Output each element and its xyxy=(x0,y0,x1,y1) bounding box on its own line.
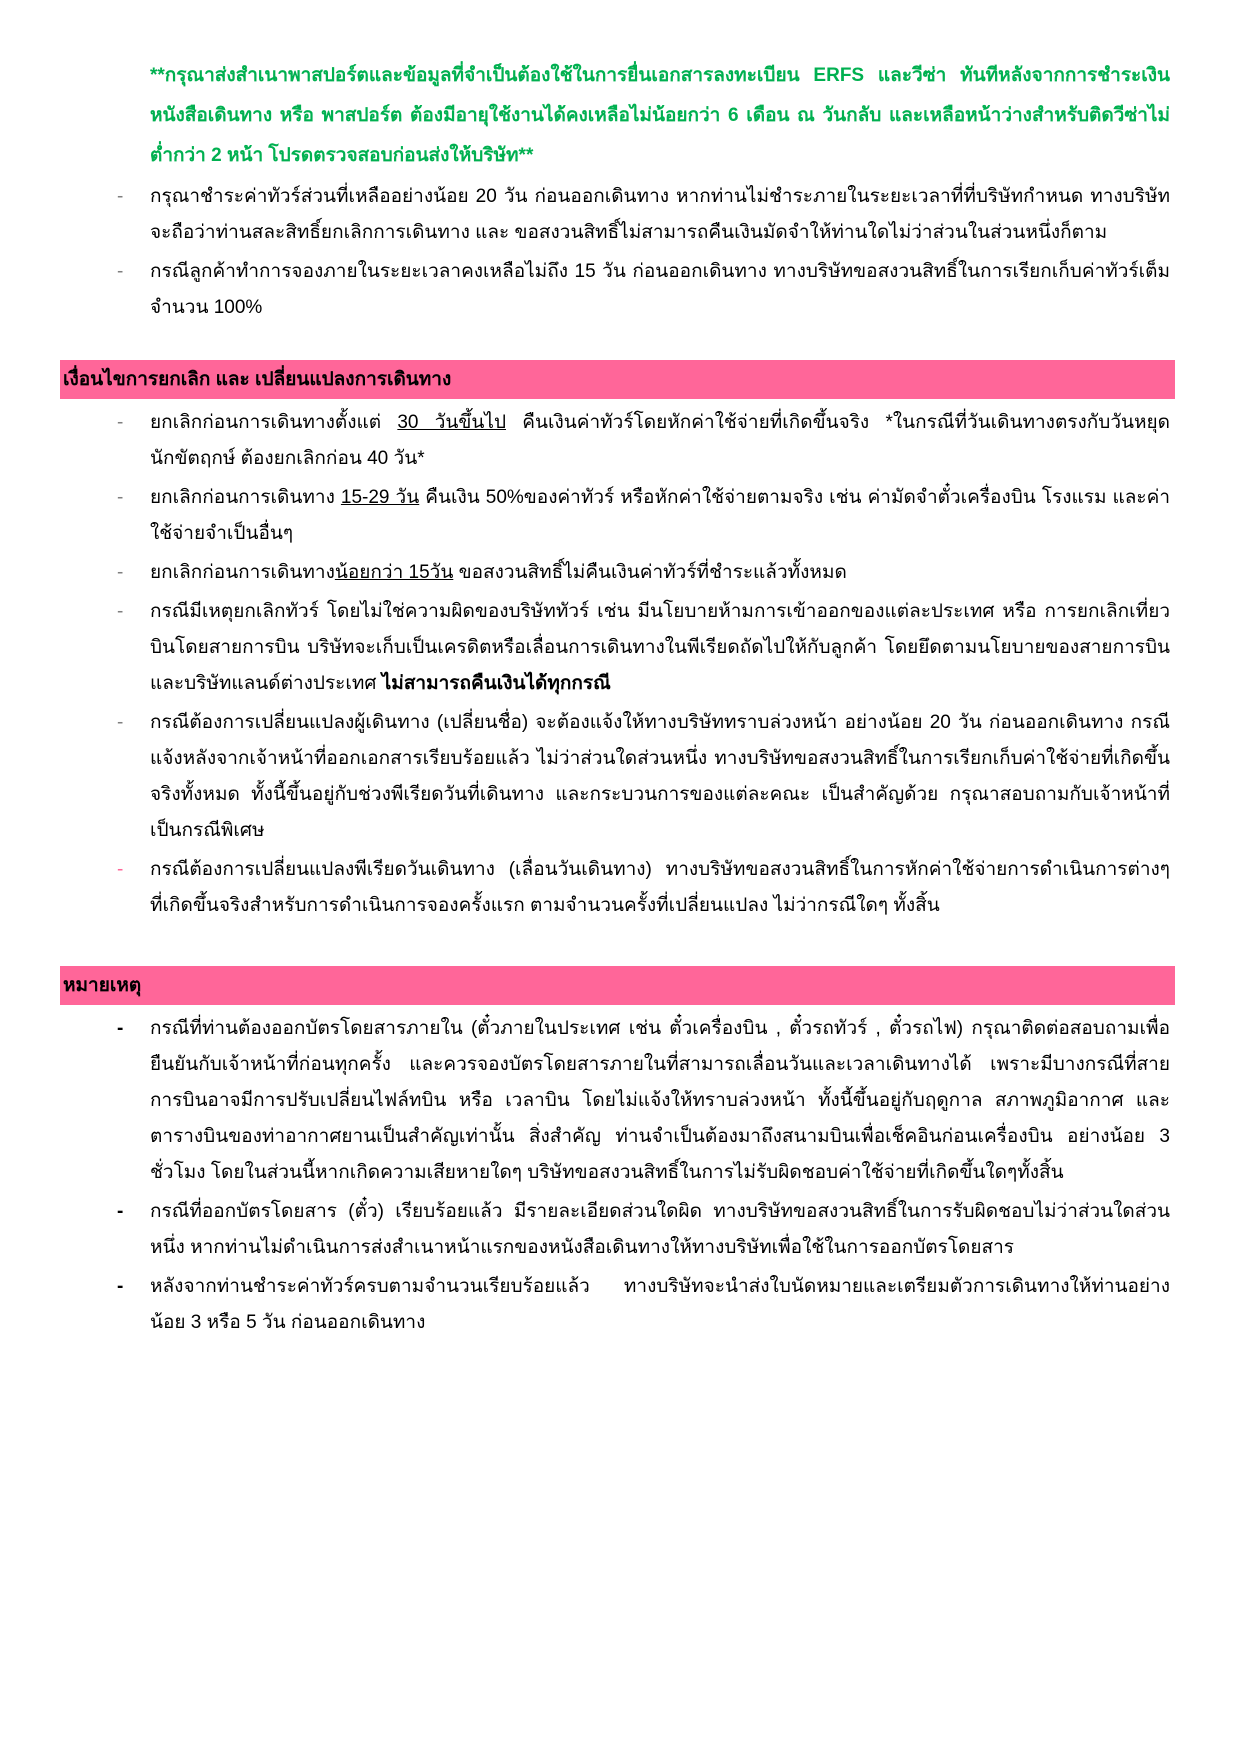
bullet-text: ยกเลิกก่อนการเดินทาง xyxy=(150,562,335,583)
cancellation-item-under-15-days xyxy=(117,555,1170,591)
bullet-text: คืนเงินค่าทัวร์โดยหักค่าใช้จ่ายที่เกิดขึ้นจริง *ในกรณีที่วันเดินทางตรงกับวันหยุดนักขัตฤกษ์ ต้องยกเลิกก่อน 40 วัน* xyxy=(150,412,1170,469)
cancellation-item-15-29-days xyxy=(117,480,1170,552)
bullet-text: กรุณาชำระค่าทัวร์ส่วนที่เหลืออย่างน้อย 20 วัน ก่อนออกเดินทาง หากท่านไม่ชำระภายในระยะเวลาที่ที่บริษัทกำหนด ทางบริษัทจะถือว่าท่านสละสิทธิ์ยกเลิกการเดินทาง และ ขอสงวนสิทธิ์ไม่สามารถคืนเงินมัดจำให้ท่านใดไม่ว่าส่วนในส่วนหนึ่งก็ตาม xyxy=(150,186,1170,243)
bullet-text: กรณีที่ท่านต้องออกบัตรโดยสารภายใน (ตั๋วภายในประเทศ เช่น ตั๋วเครื่องบิน , ตั๋วรถทัวร์ , ตั๋วรถไฟ) กรุณาติดต่อสอบถามเพื่อยืนยันกับเจ้าหน้าที่ก่อนทุกครั้ง และควรจองบัตรโดยสารภายในที่สามารถเลื่อนวันและเวลาเดินทางได้ เพราะมีบางกรณีที่สายการบินอาจมีการปรับเปลี่ยนไฟล์ทบิน หรือ เวลาบิน โดยไม่แจ้งให้ทราบล่วงหน้า ทั้งนี้ขึ้นอยู่กับฤดูกาล สภาพภูมิอากาศ และ ตารางบินของท่าอากาศยานเป็นสำคัญเท่านั้น สิ่งสำคัญ ท่านจำเป็นต้องมาถึงสนามบินเพื่อเช็คอินก่อนเครื่องบิน อย่างน้อย 3 ชั่วโมง โดยในส่วนนี้หากเกิดความเสียหายใดๆ บริษัทขอสงวนสิทธิ์ในการไม่รับผิดชอบค่าใช้จ่ายที่เกิดขึ้นใดๆทั้งสิ้น xyxy=(150,1018,1170,1183)
bullet-dash: - xyxy=(117,186,124,207)
bullet-dash: - xyxy=(117,1201,124,1222)
cancellation-item-force-majeure xyxy=(117,594,1170,702)
underlined-period: 30 วันขึ้นไป xyxy=(397,412,507,433)
remark-item-appointment-letter xyxy=(117,1269,1170,1341)
underlined-period: 15-29 วัน xyxy=(340,487,420,508)
bullet-dash: - xyxy=(117,712,124,733)
cancellation-item-name-change xyxy=(117,705,1170,849)
remark-item-ticket-errors xyxy=(117,1194,1170,1266)
cancellation-item-date-change xyxy=(117,852,1170,924)
bullet-dash: - xyxy=(117,1276,124,1297)
bullet-text: กรณีมีเหตุยกเลิกทัวร์ โดยไม่ใช่ความผิดของบริษัททัวร์ เช่น มีนโยบายห้ามการเข้าออกของแต่ละประเทศ หรือ การยกเลิกเที่ยวบินโดยสายการบิน บริษัทจะเก็บเป็นเครดิตหรือเลื่อนการเดินทางในพีเรียดถัดไปให้กับลูกค้า โดยยึดตามนโยบายของสายการบินและบริษัทแลนด์ต่างประเทศ xyxy=(150,601,1170,694)
payment-item-late-booking xyxy=(117,254,1170,326)
bullet-dash: - xyxy=(117,487,124,508)
bullet-text: กรณีลูกค้าทำการจองภายในระยะเวลาคงเหลือไม่ถึง 15 วัน ก่อนออกเดินทาง ทางบริษัทขอสงวนสิทธิ์ในการเรียกเก็บค่าทัวร์เต็มจำนวน 100% xyxy=(150,261,1170,318)
bullet-dash: - xyxy=(117,1018,124,1039)
underlined-period: น้อยกว่า 15วัน xyxy=(334,562,454,583)
bullet-dash: - xyxy=(117,261,124,282)
bullet-dash: - xyxy=(117,562,124,583)
cancellation-item-30-days xyxy=(117,405,1170,477)
bullet-text: กรณีต้องการเปลี่ยนแปลงพีเรียดวันเดินทาง (เลื่อนวันเดินทาง) ทางบริษัทขอสงวนสิทธิ์ในการหักค่าใช้จ่ายการดำเนินการต่างๆ ที่เกิดขึ้นจริงสำหรับการดำเนินการจองครั้งแรก ตามจำนวนครั้งที่เปลี่ยนแปลง ไม่ว่ากรณีใดๆ ทั้งสิ้น xyxy=(150,859,1170,916)
passport-notice: **กรุณาส่งสำเนาพาสปอร์ตและข้อมูลที่จำเป็นต้องใช้ในการยื่นเอกสารลงทะเบียน ERFS และวีซ่า ทันทีหลังจากการชำระเงิน หนังสือเดินทาง หรือ พาสปอร์ต ต้องมีอายุใช้งานได้คงเหลือไม่น้อยกว่า 6 เดือน ณ วันกลับ และเหลือหน้าว่างสำหรับติดวีซ่าไม่ต่ำกว่า 2 หน้า โปรดตรวจสอบก่อนส่งให้บริษัท** xyxy=(150,65,1170,166)
bullet-dash: - xyxy=(117,412,124,433)
bullet-text: หลังจากท่านชำระค่าทัวร์ครบตามจำนวนเรียบร้อยแล้ว ทางบริษัทจะนำส่งใบนัดหมายและเตรียมตัวการเดินทางให้ท่านอย่างน้อย 3 หรือ 5 วัน ก่อนออกเดินทาง xyxy=(150,1276,1170,1333)
no-refund-emphasis: ไม่สามารถคืนเงินได้ทุกกรณี xyxy=(381,673,611,694)
remarks-heading: หมายเหตุ xyxy=(60,966,1175,1005)
payment-item-balance xyxy=(117,179,1170,251)
bullet-text: ขอสงวนสิทธิ์ไม่คืนเงินค่าทัวร์ที่ชำระแล้วทั้งหมด xyxy=(453,562,847,583)
bullet-text: กรณีต้องการเปลี่ยนแปลงผู้เดินทาง (เปลี่ยนชื่อ) จะต้องแจ้งให้ทางบริษัททราบล่วงหน้า อย่างน้อย 20 วัน ก่อนออกเดินทาง กรณีแจ้งหลังจากเจ้าหน้าที่ออกเอกสารเรียบร้อยแล้ว ไม่ว่าส่วนใดส่วนหนึ่ง ทางบริษัทขอสงวนสิทธิ์ในการเรียกเก็บค่าใช้จ่ายที่เกิดขึ้นจริงทั้งหมด ทั้งนี้ขึ้นอยู่กับช่วงพีเรียดวันที่เดินทาง และกระบวนการของแต่ละคณะ เป็นสำคัญด้วย กรุณาสอบถามกับเจ้าหน้าที่เป็นกรณีพิเศษ xyxy=(150,712,1170,841)
bullet-text: กรณีที่ออกบัตรโดยสาร (ตั๋ว) เรียบร้อยแล้ว มีรายละเอียดส่วนใดผิด ทางบริษัทขอสงวนสิทธิ์ในการรับผิดชอบไม่ว่าส่วนใดส่วนหนึ่ง หากท่านไม่ดำเนินการส่งสำเนาหน้าแรกของหนังสือเดินทางให้ทางบริษัทเพื่อใช้ในการออกบัตรโดยสาร xyxy=(150,1201,1170,1258)
bullet-dash: - xyxy=(117,601,124,622)
bullet-text: ยกเลิกก่อนการเดินทาง xyxy=(150,487,341,508)
bullet-text: ยกเลิกก่อนการเดินทางตั้งแต่ xyxy=(150,412,398,433)
remark-item-domestic-tickets xyxy=(117,1011,1170,1191)
bullet-dash: - xyxy=(117,859,124,880)
cancellation-heading: เงื่อนไขการยกเลิก และ เปลี่ยนแปลงการเดินทาง xyxy=(60,360,1175,399)
bullet-text: คืนเงิน 50%ของค่าทัวร์ หรือหักค่าใช้จ่ายตามจริง เช่น ค่ามัดจำตั๋วเครื่องบิน โรงแรม และค่าใช้จ่ายจำเป็นอื่นๆ xyxy=(150,487,1170,544)
